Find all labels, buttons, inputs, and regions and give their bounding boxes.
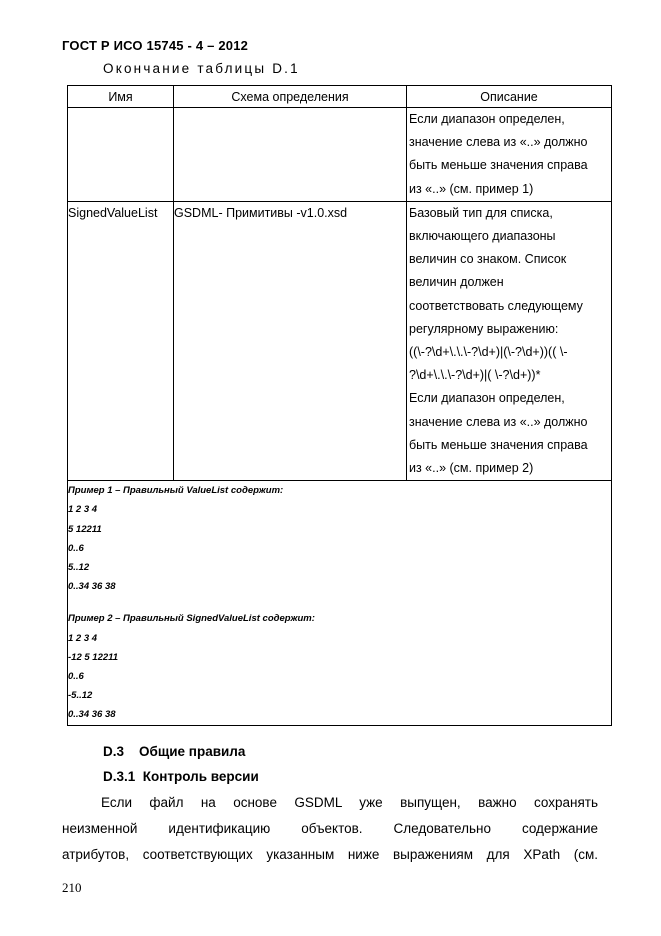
document-header: ГОСТ Р ИСО 15745 - 4 – 2012	[62, 38, 249, 53]
row-description-cell	[407, 108, 612, 202]
regex-line: ?\d+\.\.\-?\d+)|( \-?\d+))*	[409, 368, 541, 383]
column-header-schema: Схема определения	[174, 86, 407, 108]
regex-line: ((\-?\d+\.\.\-?\d+)|(\-?\d+))(( \-	[409, 345, 568, 360]
row-name-cell: SignedValueList	[68, 201, 174, 480]
example-1-line: 5 12211	[68, 523, 102, 535]
description-line: значение слева из «..» должно	[409, 135, 588, 150]
example-2-line: 0..34 36 38	[68, 709, 116, 721]
section-heading-d31: D.3.1 Контроль версии	[103, 769, 259, 784]
description-line: включающего диапазоны	[409, 229, 556, 244]
description-line: быть меньше значения справа	[409, 437, 588, 452]
example-2-line: 0..6	[68, 670, 84, 682]
row-description-cell	[407, 201, 612, 480]
table-row	[68, 108, 612, 202]
table-header-row	[68, 86, 612, 108]
table-caption: Окончание таблицы D.1	[103, 61, 300, 76]
description-line: быть меньше значения справа	[409, 158, 588, 173]
row-schema-cell	[174, 108, 407, 202]
example-1-line: 0..34 36 38	[68, 581, 116, 593]
example-1-line: 1 2 3 4	[68, 504, 98, 516]
description-line: соответствовать следующему	[409, 298, 583, 313]
example-2-line: -12 5 12211	[68, 651, 119, 663]
definitions-table	[67, 85, 612, 726]
description-line: регулярному выражению:	[409, 321, 559, 336]
body-paragraph	[62, 790, 598, 868]
paragraph-line: Если файл на основе GSDML уже выпущен, важно сохранять	[101, 795, 598, 810]
example-1-line: 0..6	[68, 542, 84, 554]
page-number: 210	[62, 880, 82, 895]
description-line: Базовый тип для списка,	[409, 205, 553, 220]
example-2-line: -5..12	[68, 690, 93, 702]
examples-spacer	[68, 596, 611, 609]
example-2-line: 1 2 3 4	[68, 632, 98, 644]
description-line: величин со знаком. Список	[409, 252, 567, 267]
description-line: из «..» (см. пример 2)	[409, 461, 534, 476]
description-line: значение слева из «..» должно	[409, 414, 588, 429]
description-line: Если диапазон определен,	[409, 112, 565, 126]
examples-row	[68, 481, 612, 725]
example-1-title: Пример 1 – Правильный ValueList содержит:	[68, 485, 284, 497]
row-schema-cell: GSDML- Примитивы -v1.0.xsd	[174, 201, 407, 480]
examples-cell	[68, 481, 612, 725]
example-1-line: 5..12	[68, 562, 90, 573]
column-header-description: Описание	[407, 86, 612, 108]
description-line: из «..» (см. пример 1)	[409, 181, 534, 196]
description-line: величин должен	[409, 275, 504, 290]
column-header-name: Имя	[68, 86, 174, 108]
paragraph-line: атрибутов, соответствующих указанным ниже выражениям для XPath (см.	[62, 847, 598, 862]
example-2-title: Пример 2 – Правильный SignedValueList содержит:	[68, 613, 315, 625]
description-line: Если диапазон определен,	[409, 391, 565, 406]
paragraph-line: неизменной идентификацию объектов. Следовательно содержание	[62, 821, 598, 836]
section-heading-d3: D.3 Общие правила	[103, 744, 246, 759]
row-name-cell	[68, 108, 174, 202]
table-row	[68, 201, 612, 480]
